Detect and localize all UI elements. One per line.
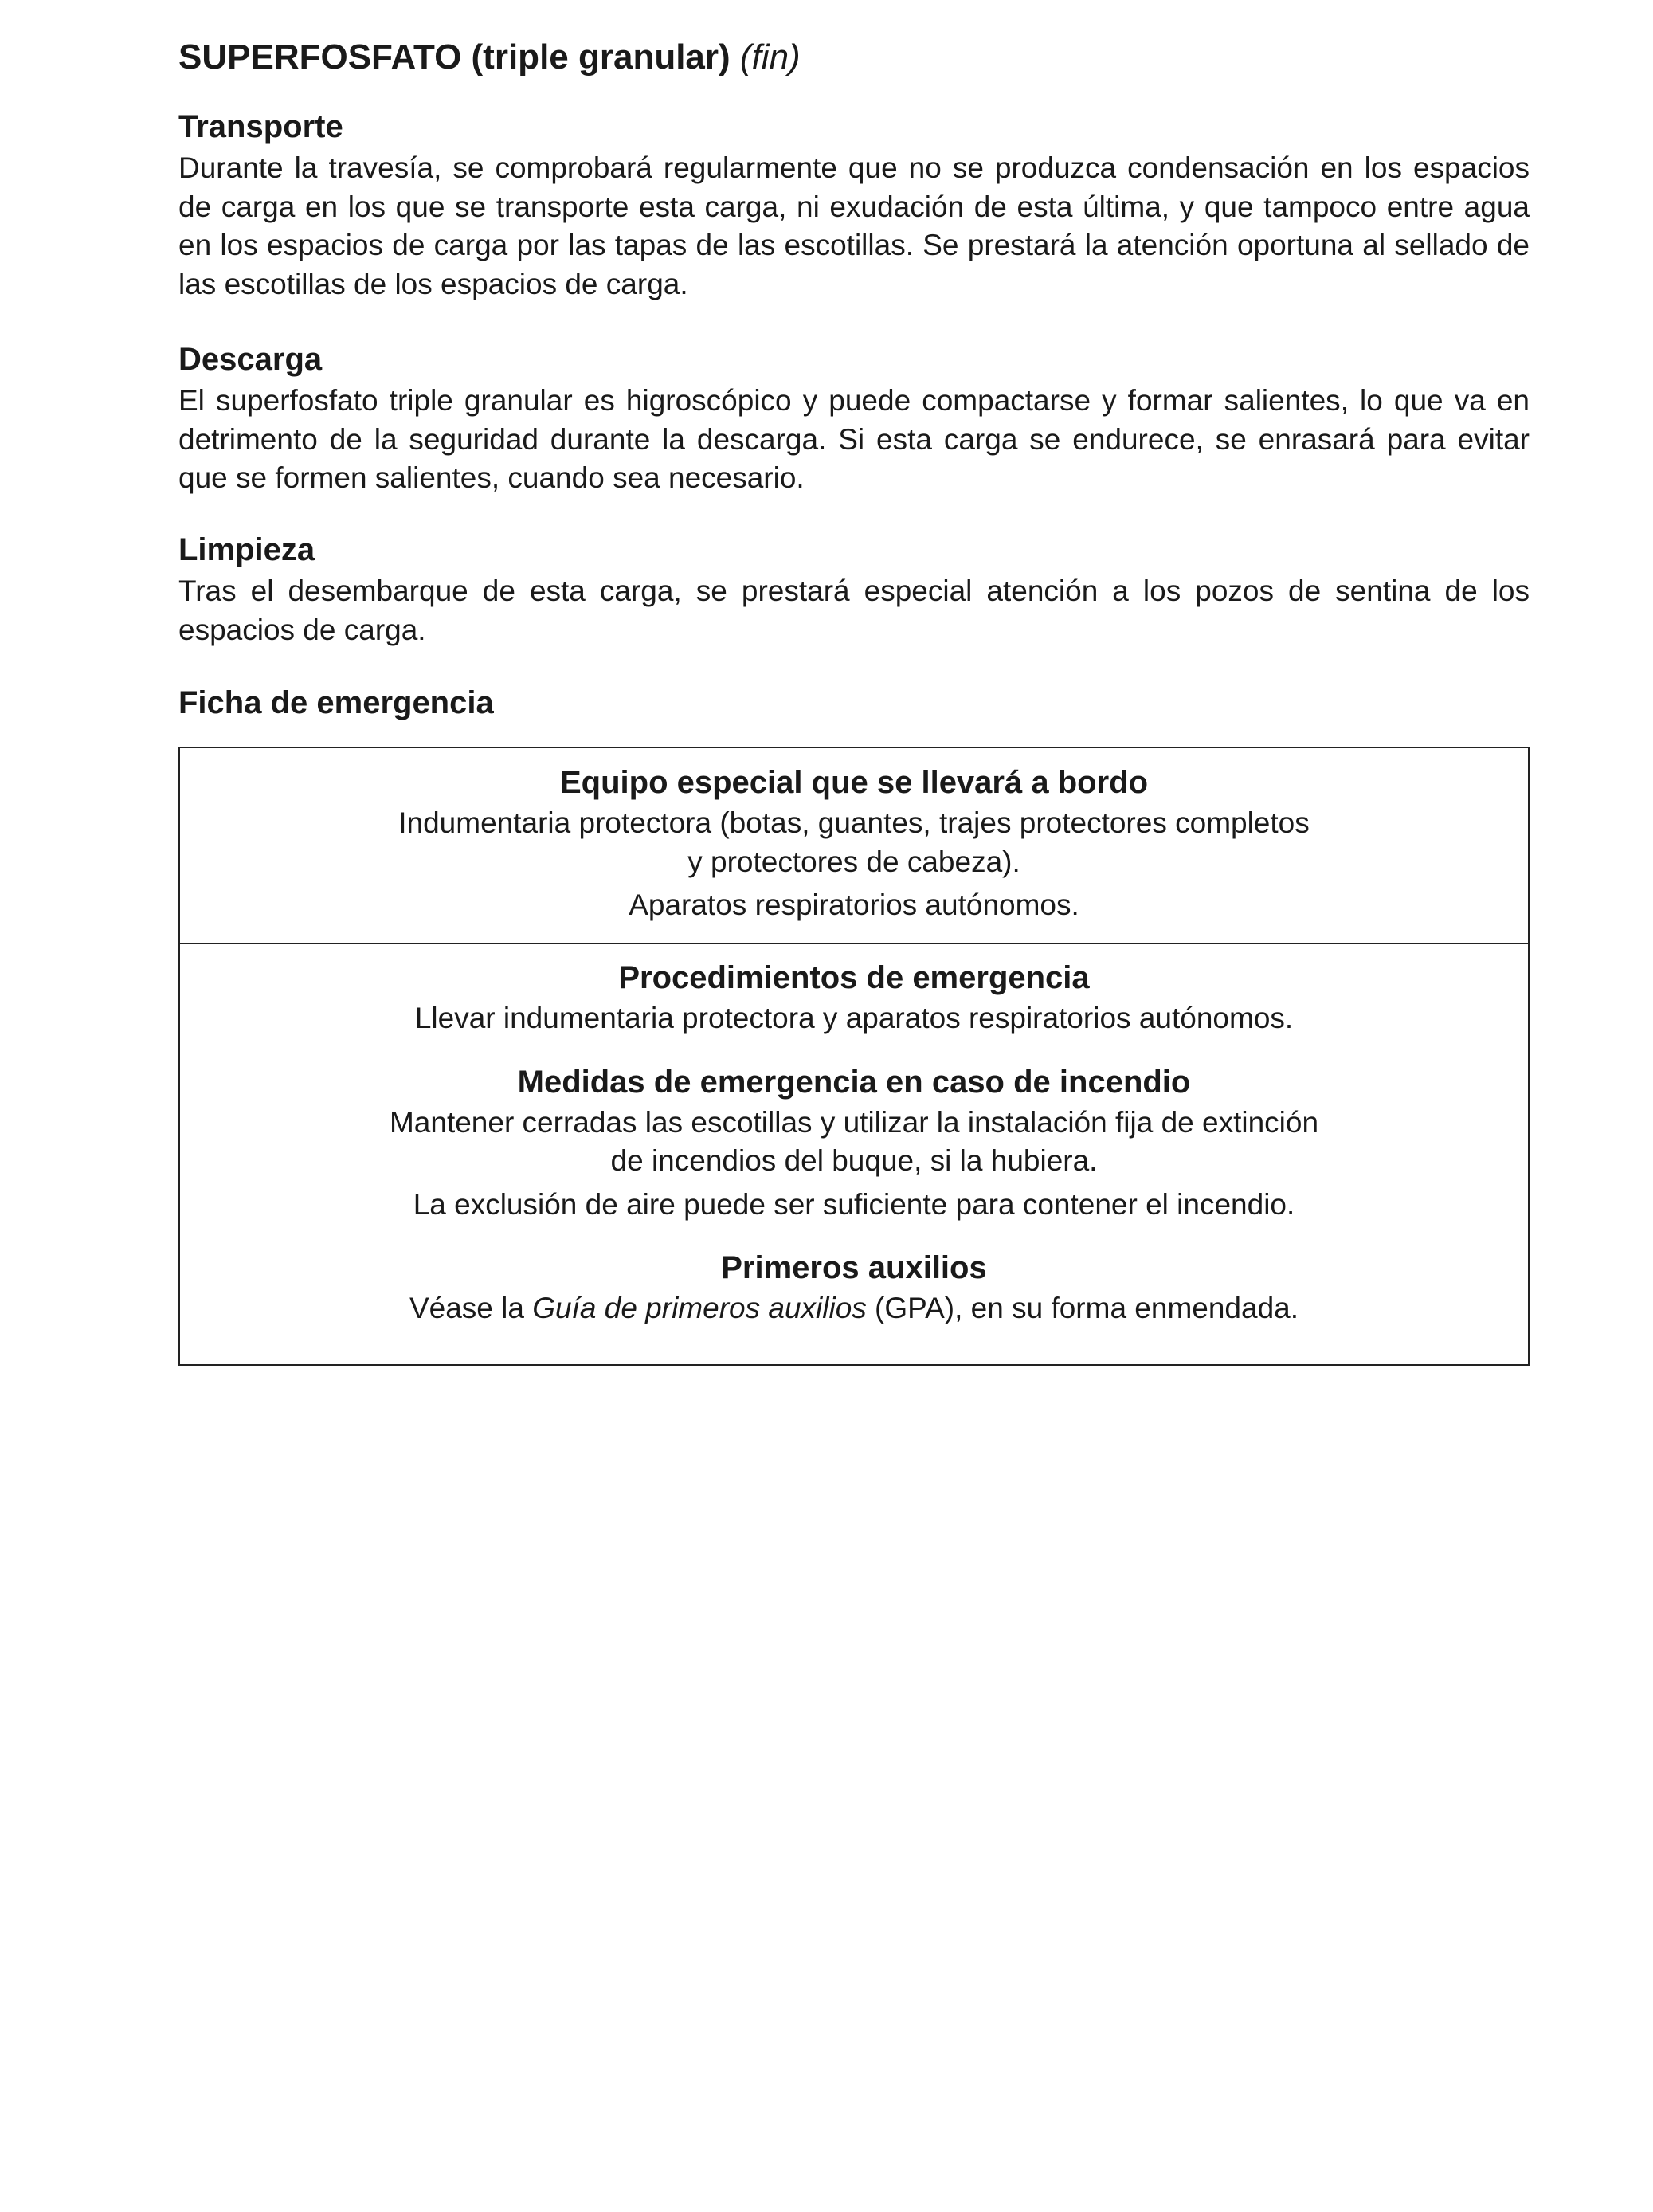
- title-suffix: (fin): [739, 37, 801, 76]
- section-heading: Limpieza: [178, 532, 315, 567]
- cell-line: de incendios del buque, si la hubiera.: [610, 1144, 1098, 1177]
- section-text: Durante la travesía, se comprobará regularmente que no se produzca condensación en los espacios de carga en los que se transporte esta carga, ni exudación de esta última, y que tampoco entre agua en los espacios de carga por las tapas de las escotillas. Se prestará la atención oportuna al sellado de las escotillas de los espacios de carga.: [178, 151, 1530, 300]
- cell-line: Aparatos respiratorios autónomos.: [629, 888, 1079, 921]
- section-descarga: [178, 337, 1530, 498]
- section-transporte: [178, 104, 1530, 304]
- first-aid-line: [180, 1289, 1528, 1328]
- section-limpieza: [178, 528, 1530, 649]
- text: Véase la: [409, 1292, 533, 1324]
- emergency-table: [178, 747, 1530, 1366]
- section-heading: Transporte: [178, 109, 343, 144]
- guide-title: Guía de primeros auxilios: [532, 1292, 867, 1324]
- page-title: [178, 33, 1530, 81]
- cell-heading: Procedimientos de emergencia: [618, 960, 1090, 995]
- section-text: Tras el desembarque de esta carga, se prestará especial atención a los pozos de sentina de los espacios de carga.: [178, 575, 1530, 646]
- section-text: El superfosfato triple granular es higroscópico y puede compactarse y formar salientes, lo que va en detrimento de la seguridad durante la descarga. Si esta carga se endurece, se enrasará para evitar que se formen salientes, cuando sea necesario.: [178, 384, 1530, 494]
- emergency-heading: Ficha de emergencia: [178, 685, 494, 720]
- cell-line: y protectores de cabeza).: [687, 845, 1020, 878]
- emergency-heading-block: [178, 680, 1530, 725]
- procedures-cell: [180, 956, 1528, 1328]
- cell-line: Indumentaria protectora (botas, guantes, trajes protectores completos: [398, 806, 1310, 839]
- table-divider: [180, 943, 1528, 944]
- equipment-cell: [180, 761, 1528, 925]
- cell-heading: Medidas de emergencia en caso de incendio: [517, 1064, 1191, 1100]
- cell-line: Llevar indumentaria protectora y aparatos respiratorios autónomos.: [414, 1002, 1294, 1034]
- cell-heading: Equipo especial que se llevará a bordo: [559, 765, 1149, 800]
- title-main: SUPERFOSFATO (triple granular): [178, 37, 731, 76]
- cell-line: Mantener cerradas las escotillas y utilizar la instalación fija de extinción: [389, 1105, 1319, 1139]
- section-heading: Descarga: [178, 342, 323, 377]
- cell-line: La exclusión de aire puede ser suficiente para contener el incendio.: [413, 1187, 1295, 1221]
- cell-heading: Primeros auxilios: [721, 1250, 987, 1285]
- text: (GPA), en su forma enmendada.: [866, 1292, 1299, 1324]
